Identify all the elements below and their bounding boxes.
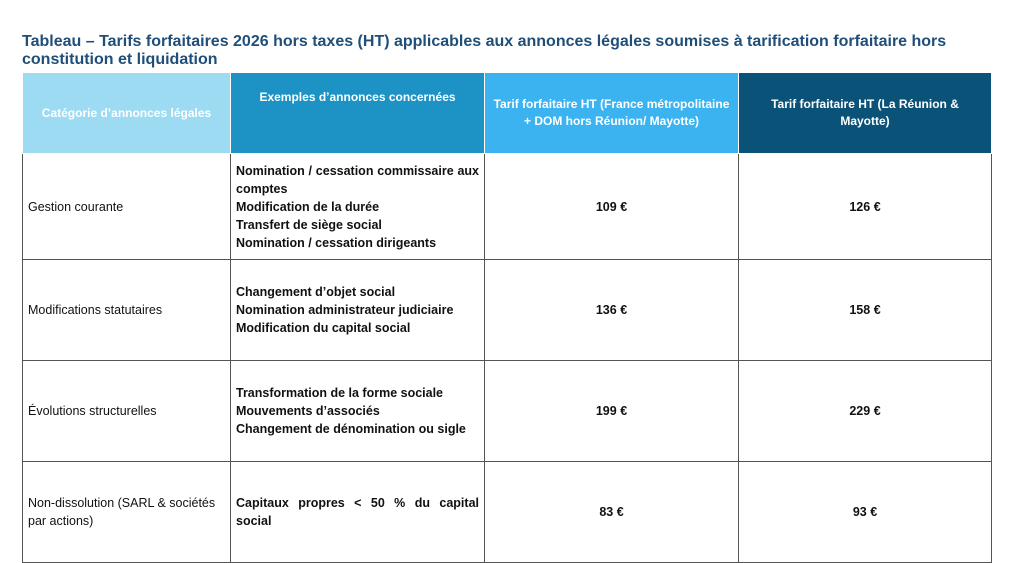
- table-row: [23, 260, 992, 361]
- price-reunion-cell: 126 €: [739, 154, 992, 260]
- table-row: [23, 154, 992, 260]
- header-row: [23, 73, 992, 154]
- price-reunion-cell: 158 €: [739, 260, 992, 361]
- example-item: Changement d’objet social: [236, 285, 396, 299]
- example-item: Mouvements d’associés: [236, 404, 380, 418]
- category-cell: Gestion courante: [23, 154, 231, 260]
- example-item: Nomination / cessation commissaire aux comptes: [236, 163, 479, 196]
- example-item: Nomination / cessation dirigeants: [236, 235, 437, 250]
- examples-cell: [231, 462, 485, 563]
- table-title: Tableau – Tarifs forfaitaires 2026 hors taxes (HT) applicables aux annonces légales soumises à tarification forfaitaire hors constitution et liquidation: [22, 33, 947, 68]
- example-item: Transformation de la forme sociale: [236, 386, 444, 400]
- examples-cell: [231, 361, 485, 462]
- header-examples: Exemples d’annonces concernées: [231, 73, 485, 154]
- price-reunion-cell: 229 €: [739, 361, 992, 462]
- header-category: Catégorie d’annonces légales: [23, 73, 231, 154]
- example-item: Transfert de siège social: [236, 217, 382, 232]
- category-cell: Évolutions structurelles: [23, 361, 231, 462]
- examples-cell: [231, 260, 485, 361]
- header-price-metro: Tarif forfaitaire HT (France métropolitaine + DOM hors Réunion/ Mayotte): [485, 73, 739, 154]
- price-metro-cell: 83 €: [485, 462, 739, 563]
- tariff-table: [22, 72, 992, 563]
- example-item: Nomination administrateur judiciaire: [236, 303, 454, 317]
- price-metro-cell: 109 €: [485, 154, 739, 260]
- example-item: Capitaux propres < 50 % du capital social: [236, 496, 479, 528]
- header-price-reunion: Tarif forfaitaire HT (La Réunion & Mayotte): [739, 73, 992, 154]
- example-item: Modification du capital social: [236, 321, 411, 335]
- category-cell: Modifications statutaires: [23, 260, 231, 361]
- table-row: [23, 462, 992, 563]
- price-reunion-cell: 93 €: [739, 462, 992, 563]
- example-item: Modification de la durée: [236, 199, 380, 214]
- table-row: [23, 361, 992, 462]
- price-metro-cell: 136 €: [485, 260, 739, 361]
- example-item: Changement de dénomination ou sigle: [236, 422, 466, 436]
- category-cell: Non-dissolution (SARL & sociétés par actions): [23, 462, 231, 563]
- examples-cell: [231, 154, 485, 260]
- price-metro-cell: 199 €: [485, 361, 739, 462]
